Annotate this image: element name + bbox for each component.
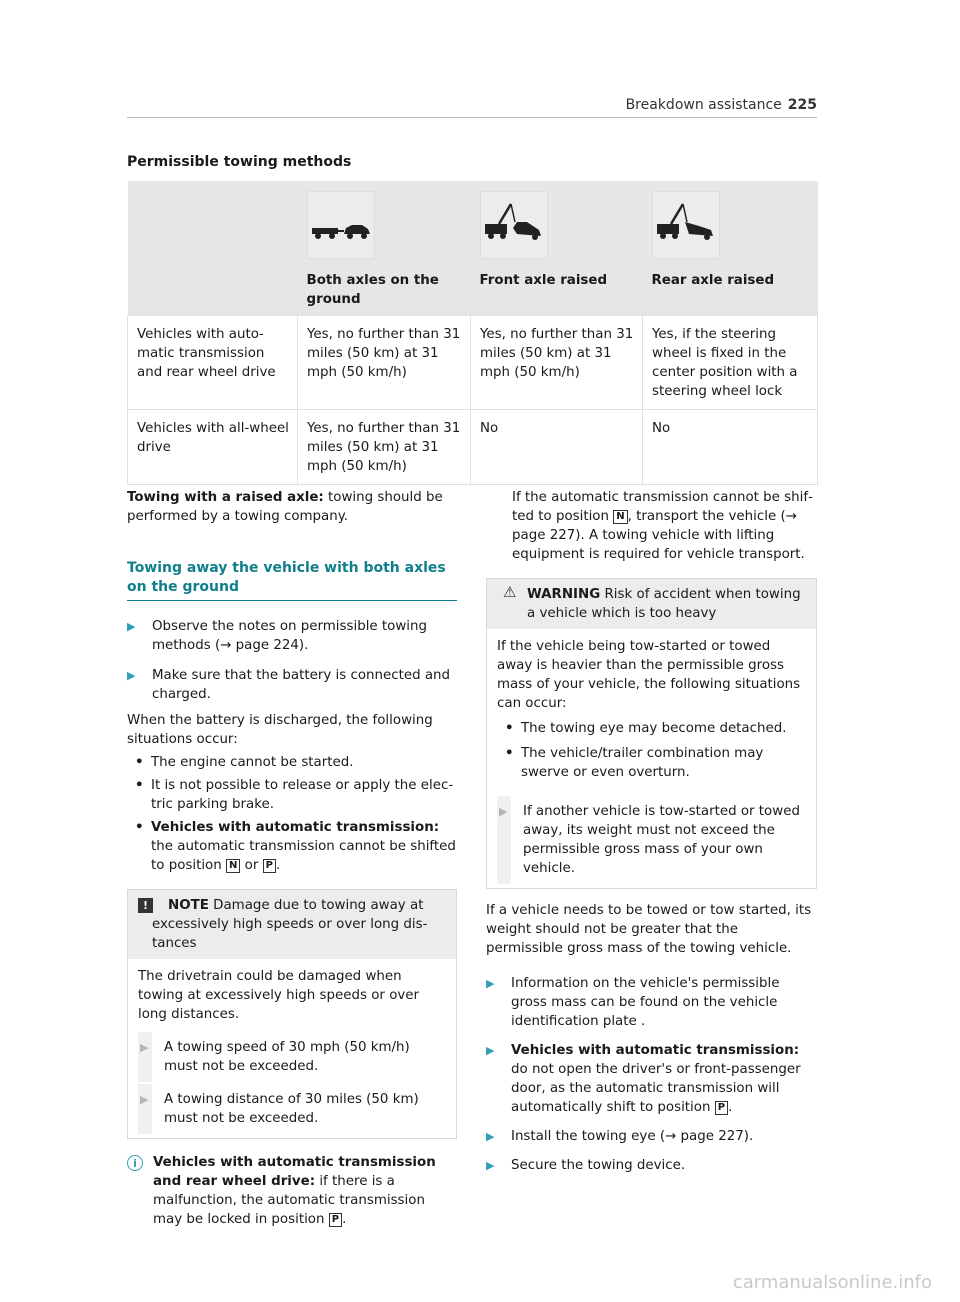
table-row bbox=[128, 316, 818, 410]
table-cell: No bbox=[471, 410, 643, 485]
shift-paragraph bbox=[486, 488, 817, 564]
note-step-speed bbox=[138, 1038, 446, 1076]
note-header bbox=[128, 890, 456, 959]
warning-body bbox=[487, 629, 816, 888]
note-title: Damage due to towing away at excessively high speeds or over long distances bbox=[152, 898, 428, 951]
note-step-text: A towing distance of 30 miles (50 km) must not be exceeded. bbox=[164, 1092, 419, 1126]
warning-label: WARNING bbox=[527, 587, 601, 602]
both-axles-illustration bbox=[307, 191, 375, 259]
note-body-text: The drivetrain could be damaged when towing at excessively high speeds or over long distances. bbox=[138, 969, 420, 1022]
list-item: • It is not possible to release or apply the electric parking brake. bbox=[127, 776, 457, 814]
discharged-intro: When the battery is discharged, the following situations occur: bbox=[127, 713, 433, 747]
step-do-not-open-door: ▶ Vehicles with automatic transmission: do not open the driver's or front-passenger door, as the automatic transmission will automatically shift to position P . bbox=[486, 1041, 817, 1117]
note-step-text: A towing speed of 30 mph (50 km/h) must not be exceeded. bbox=[164, 1040, 410, 1074]
info-note: i Vehicles with automatic transmission and rear wheel drive: if there is a malfunction, the automatic transmission may be locked in position P . bbox=[127, 1153, 457, 1229]
step-battery: ▶ Make sure that the battery is connected and charged. bbox=[127, 666, 457, 704]
note-body bbox=[128, 959, 456, 1138]
info-icon: i bbox=[127, 1155, 143, 1171]
row-label: Vehicles with automatic transmission and rear wheel drive bbox=[128, 316, 298, 410]
note-label: NOTE bbox=[168, 898, 209, 913]
position-p-symbol: P bbox=[263, 859, 276, 873]
warning-body-text: If the vehicle being tow-started or towed away is heavier than the permissible gross mass of your vehicle, the following situations can occur: bbox=[497, 639, 801, 711]
warning-step bbox=[497, 802, 806, 878]
warning-step-text: If another vehicle is tow-started or towed away, its weight must not exceed the permissible gross mass of your own vehicle. bbox=[523, 804, 800, 876]
towing-methods-table bbox=[127, 181, 818, 485]
or-text: or bbox=[244, 858, 259, 873]
note-box bbox=[127, 889, 457, 1139]
warning-title: Risk of accident when towing a vehicle which is too heavy bbox=[527, 587, 801, 621]
header-rear-raised bbox=[643, 181, 818, 316]
table-cell: Yes, if the steering wheel is fixed in the center position with a steering wheel lock bbox=[643, 316, 818, 410]
list-item: • Vehicles with automatic transmission: the automatic transmission cannot be shifted to position N or P . bbox=[127, 818, 457, 875]
list-item: • The towing eye may become detached. bbox=[497, 719, 806, 738]
step-marker-icon bbox=[138, 1032, 152, 1082]
position-n-symbol: N bbox=[226, 859, 240, 873]
table-row bbox=[128, 410, 818, 485]
warning-triangle-icon: ⚠ bbox=[503, 583, 517, 601]
header-empty-cell bbox=[128, 181, 298, 316]
note-step-distance bbox=[138, 1090, 446, 1128]
section-heading: Towing away the vehicle with both axles on the ground bbox=[127, 559, 457, 601]
list-item: • The engine cannot be started. bbox=[127, 753, 457, 772]
header-both-axles-label: Both axles on the ground bbox=[306, 273, 439, 307]
running-header bbox=[626, 96, 817, 115]
table-cell: Yes, no further than 31 miles (50 km) at 31 mph (50 km/h) bbox=[298, 316, 471, 410]
exclamation-icon: ! bbox=[138, 898, 153, 913]
raised-axle-label: Towing with a raised axle: bbox=[127, 490, 324, 505]
rear-raised-illustration bbox=[652, 191, 720, 259]
header-rule bbox=[127, 117, 817, 118]
step-bold: Vehicles with automatic transmission: bbox=[511, 1043, 800, 1058]
header-front-raised-label: Front axle raised bbox=[479, 273, 608, 288]
list-item: • The vehicle/trailer combination may swerve or even overturn. bbox=[497, 744, 806, 782]
row-label: Vehicles with all-wheel drive bbox=[128, 410, 298, 485]
table-cell: No bbox=[643, 410, 818, 485]
header-both-axles bbox=[298, 181, 471, 316]
front-raised-illustration bbox=[480, 191, 548, 259]
header-front-raised bbox=[471, 181, 643, 316]
step-observe-notes: ▶ Observe the notes on permissible towing methods (→ page 224). bbox=[127, 617, 457, 655]
page-number: 225 bbox=[787, 97, 817, 113]
position-p-symbol: P bbox=[329, 1213, 342, 1227]
step-install-towing-eye: ▶ Install the towing eye (→ page 227). bbox=[486, 1127, 817, 1146]
shift-text-2: , transport the vehicle (→ page 227). A towing vehicle with lifting equipment is required for vehicle transport. bbox=[512, 509, 805, 562]
position-p-symbol: P bbox=[715, 1101, 728, 1115]
table-header-row bbox=[128, 181, 818, 316]
info-text: if there is a malfunction, the automatic transmission may be locked in position bbox=[153, 1174, 425, 1227]
step-marker-icon bbox=[497, 796, 511, 884]
position-n-symbol: N bbox=[613, 510, 627, 524]
table-title: Permissible towing methods bbox=[127, 154, 352, 170]
step-marker-icon bbox=[138, 1084, 152, 1134]
shift-text: If the automatic transmission cannot be shifted to position bbox=[512, 490, 813, 524]
bullet-text: the automatic transmission cannot be shifted to position bbox=[151, 839, 456, 873]
warning-header bbox=[487, 579, 816, 629]
watermark: carmanualsonline.info bbox=[732, 1272, 932, 1293]
step-secure-device: ▶ Secure the towing device. bbox=[486, 1156, 817, 1175]
section-name: Breakdown assistance bbox=[625, 97, 782, 113]
raised-axle-paragraph bbox=[127, 488, 457, 526]
bullet-bold: Vehicles with automatic transmission: bbox=[151, 820, 440, 835]
left-column bbox=[127, 488, 457, 1229]
tow-intro: If a vehicle needs to be towed or tow started, its weight should not be greater that the permissible gross mass of the towing vehicle. bbox=[486, 903, 812, 956]
warning-box bbox=[486, 578, 817, 889]
right-column bbox=[486, 488, 817, 1175]
info-bold: Vehicles with automatic transmission and rear wheel drive: bbox=[153, 1155, 436, 1189]
table-cell: Yes, no further than 31 miles (50 km) at 31 mph (50 km/h) bbox=[471, 316, 643, 410]
table-cell: Yes, no further than 31 miles (50 km) at 31 mph (50 km/h) bbox=[298, 410, 471, 485]
step-identification-plate: ▶ Information on the vehicle's permissible gross mass can be found on the vehicle identification plate . bbox=[486, 974, 817, 1031]
step-text: do not open the driver's or front-passenger door, as the automatic transmission will automatically shift to position bbox=[511, 1062, 801, 1115]
raised-axle-text: towing should be performed by a towing company. bbox=[127, 490, 443, 524]
header-rear-raised-label: Rear axle raised bbox=[651, 273, 775, 288]
